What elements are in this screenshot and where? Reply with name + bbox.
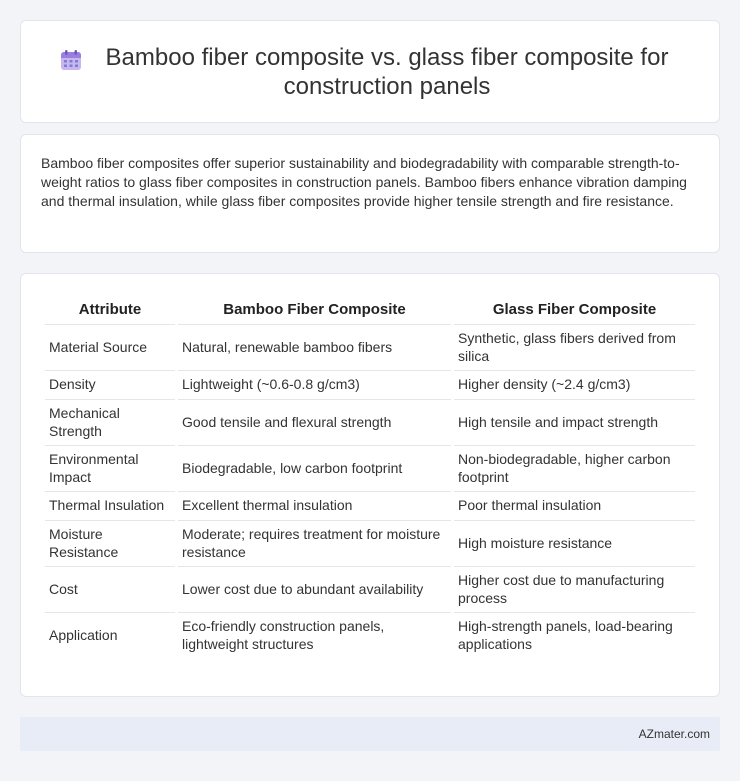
table-cell-glass: Non-biodegradable, higher carbon footprint bbox=[454, 445, 695, 489]
table-cell-glass: Poor thermal insulation bbox=[454, 491, 695, 518]
table-cell-glass: High-strength panels, load-bearing applications bbox=[454, 612, 695, 656]
table-header-row bbox=[45, 296, 695, 322]
footer-site-link[interactable]: AZmater.com bbox=[638, 727, 710, 741]
table-cell-bamboo: Lightweight (~0.6-0.8 g/cm3) bbox=[178, 370, 451, 397]
table-cell-attribute: Cost bbox=[45, 566, 175, 610]
table-cell-attribute: Moisture Resistance bbox=[45, 520, 175, 564]
column-header-attribute: Attribute bbox=[78, 300, 142, 318]
table-row bbox=[45, 324, 695, 368]
table-row bbox=[45, 566, 695, 610]
table-cell-bamboo: Moderate; requires treatment for moisture resistance bbox=[178, 520, 451, 564]
page-title: Bamboo fiber composite vs. glass fiber composite for construction panels bbox=[105, 43, 669, 100]
table-cell-attribute: Material Source bbox=[45, 324, 175, 368]
title-wrap bbox=[60, 43, 680, 101]
comparison-table bbox=[42, 294, 698, 658]
table-cell-glass: High tensile and impact strength bbox=[454, 399, 695, 443]
table-cell-bamboo: Eco-friendly construction panels, lightweight structures bbox=[178, 612, 451, 656]
table-cell-bamboo: Natural, renewable bamboo fibers bbox=[178, 324, 451, 368]
column-header-glass: Glass Fiber Composite bbox=[492, 300, 657, 318]
comparison-table-card bbox=[20, 273, 720, 697]
table-row bbox=[45, 370, 695, 397]
summary-text: Bamboo fiber composites offer superior sustainability and biodegradability with comparable strength-to-weight ratios to glass fiber composites in construction panels. Bamboo fibers enhance vibration damping and thermal insulation, while glass fiber composites provide higher tensile strength and fire resistance. bbox=[41, 155, 687, 209]
summary-card bbox=[20, 134, 720, 253]
table-cell-bamboo: Good tensile and flexural strength bbox=[178, 399, 451, 443]
footer-bar bbox=[20, 717, 720, 751]
table-cell-glass: Higher cost due to manufacturing process bbox=[454, 566, 695, 610]
calendar-icon bbox=[60, 49, 82, 71]
table-cell-bamboo: Excellent thermal insulation bbox=[178, 491, 451, 518]
table-row bbox=[45, 445, 695, 489]
table-cell-attribute: Mechanical Strength bbox=[45, 399, 175, 443]
column-header-bamboo: Bamboo Fiber Composite bbox=[223, 300, 406, 318]
table-row bbox=[45, 399, 695, 443]
table-cell-glass: High moisture resistance bbox=[454, 520, 695, 564]
table-cell-attribute: Application bbox=[45, 612, 175, 656]
table-cell-attribute: Thermal Insulation bbox=[45, 491, 175, 518]
table-cell-attribute: Density bbox=[45, 370, 175, 397]
table-row bbox=[45, 520, 695, 564]
table-cell-bamboo: Lower cost due to abundant availability bbox=[178, 566, 451, 610]
table-row bbox=[45, 612, 695, 656]
table-cell-attribute: Environmental Impact bbox=[45, 445, 175, 489]
title-card bbox=[20, 20, 720, 123]
table-row bbox=[45, 491, 695, 518]
table-cell-glass: Synthetic, glass fibers derived from silica bbox=[454, 324, 695, 368]
table-cell-bamboo: Biodegradable, low carbon footprint bbox=[178, 445, 451, 489]
table-cell-glass: Higher density (~2.4 g/cm3) bbox=[454, 370, 695, 397]
